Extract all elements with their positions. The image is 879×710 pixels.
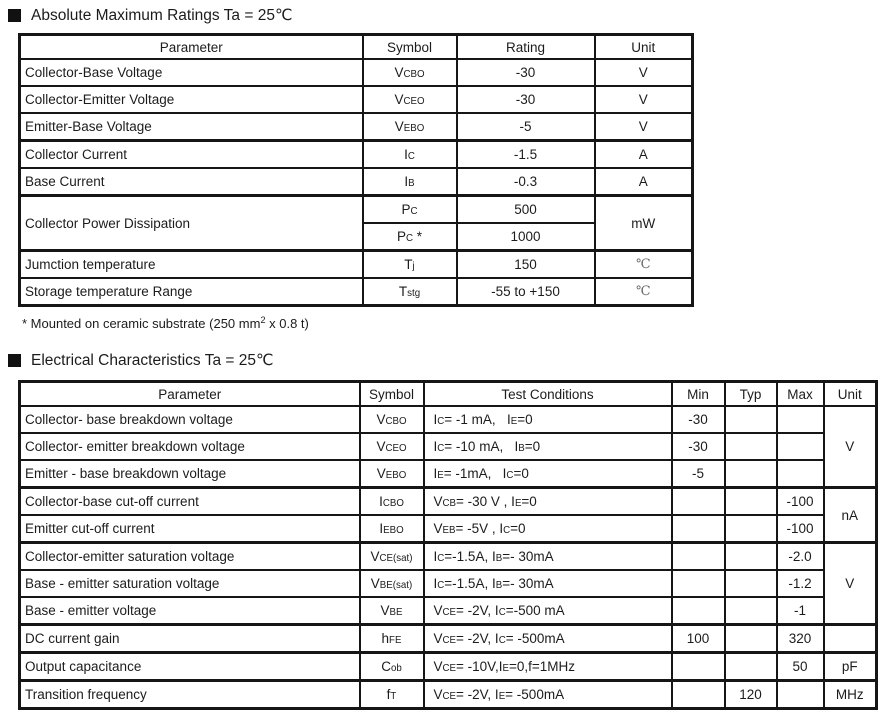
table-cell — [725, 488, 777, 516]
column-header: Parameter — [20, 382, 360, 407]
table-row — [20, 196, 693, 224]
table-row — [20, 653, 877, 681]
table-row — [20, 86, 693, 113]
table-row — [20, 681, 877, 709]
table-cell: Collector-Base Voltage — [20, 59, 363, 86]
table-cell: V — [595, 86, 693, 113]
table-cell: Base - emitter saturation voltage — [20, 570, 360, 597]
table-cell: 100 — [672, 625, 725, 653]
table-cell: ℃ — [595, 278, 693, 306]
table-row — [20, 278, 693, 306]
table-cell: A — [595, 141, 693, 169]
table-cell — [725, 597, 777, 625]
table-cell: V — [824, 543, 877, 625]
table-cell: V — [824, 406, 877, 488]
table-cell: 1000 — [457, 223, 595, 251]
table-cell: IC — [363, 141, 457, 169]
table-row — [20, 488, 877, 516]
table-cell: Tstg — [363, 278, 457, 306]
section-title-text: Electrical Characteristics Ta = 25℃ — [31, 351, 274, 369]
table-cell: fT — [360, 681, 424, 709]
table-cell: Collector Current — [20, 141, 363, 169]
table-cell — [777, 681, 824, 709]
table-cell — [672, 543, 725, 571]
table-cell: Tj — [363, 251, 457, 279]
electrical-characteristics-table — [18, 380, 878, 710]
table-cell: -30 — [457, 86, 595, 113]
table-cell: VCE= -2V, IC= -500mA — [424, 625, 672, 653]
table-row — [20, 251, 693, 279]
column-header: Unit — [595, 35, 693, 60]
table-cell: VCE= -2V, IC=-500 mA — [424, 597, 672, 625]
table-cell: 120 — [725, 681, 777, 709]
table-row — [20, 460, 877, 488]
table-cell — [672, 653, 725, 681]
table-cell: Collector- emitter breakdown voltage — [20, 433, 360, 460]
table-cell: IEBO — [360, 515, 424, 543]
table-cell — [725, 543, 777, 571]
table-cell — [725, 653, 777, 681]
table-cell — [725, 460, 777, 488]
header-row — [20, 382, 877, 407]
table-cell: -1 — [777, 597, 824, 625]
table-row — [20, 625, 877, 653]
table-cell: 50 — [777, 653, 824, 681]
table-cell: -30 — [672, 433, 725, 460]
table-cell — [777, 460, 824, 488]
table-row — [20, 433, 877, 460]
table-cell: -5 — [457, 113, 595, 141]
table-cell: pF — [824, 653, 877, 681]
column-header: Min — [672, 382, 725, 407]
column-header: Max — [777, 382, 824, 407]
table-cell: -100 — [777, 515, 824, 543]
table-row — [20, 141, 693, 169]
table-cell: VCB= -30 V , IE=0 — [424, 488, 672, 516]
table-cell — [725, 433, 777, 460]
table-cell: VCBO — [360, 406, 424, 433]
table-cell: Transition frequency — [20, 681, 360, 709]
table-cell: -30 — [457, 59, 595, 86]
table-cell: Collector- base breakdown voltage — [20, 406, 360, 433]
table-cell — [672, 597, 725, 625]
table-row — [20, 113, 693, 141]
table-cell: ICBO — [360, 488, 424, 516]
table-cell — [672, 515, 725, 543]
table-cell — [824, 625, 877, 653]
table-cell — [672, 488, 725, 516]
table-row — [20, 59, 693, 86]
table-cell: -100 — [777, 488, 824, 516]
table-cell: VCBO — [363, 59, 457, 86]
table-cell: -30 — [672, 406, 725, 433]
column-header: Unit — [824, 382, 877, 407]
table-cell: 150 — [457, 251, 595, 279]
column-header: Symbol — [360, 382, 424, 407]
column-header: Rating — [457, 35, 595, 60]
column-header: Test Conditions — [424, 382, 672, 407]
table-cell — [725, 406, 777, 433]
table-cell: VEBO — [360, 460, 424, 488]
table-cell: Emitter - base breakdown voltage — [20, 460, 360, 488]
table-cell: VCEO — [363, 86, 457, 113]
table-cell: Cob — [360, 653, 424, 681]
table-cell: -2.0 — [777, 543, 824, 571]
table-cell: 500 — [457, 196, 595, 224]
table-row — [20, 406, 877, 433]
table-cell: Emitter cut-off current — [20, 515, 360, 543]
table-cell: -5 — [672, 460, 725, 488]
table-cell — [725, 515, 777, 543]
column-header: Parameter — [20, 35, 363, 60]
table-cell: MHz — [824, 681, 877, 709]
table-row — [20, 168, 693, 196]
table-cell: IE= -1mA, IC=0 — [424, 460, 672, 488]
table-cell: Base - emitter voltage — [20, 597, 360, 625]
table-cell: VBE(sat) — [360, 570, 424, 597]
section-marker-icon — [8, 9, 21, 22]
table-cell: ℃ — [595, 251, 693, 279]
table-cell — [672, 681, 725, 709]
table-cell: -0.3 — [457, 168, 595, 196]
section-marker-icon — [8, 354, 21, 367]
column-header: Symbol — [363, 35, 457, 60]
table-row — [20, 570, 877, 597]
table-cell: VEB= -5V , IC=0 — [424, 515, 672, 543]
table-cell: 320 — [777, 625, 824, 653]
table-cell: VBE — [360, 597, 424, 625]
table-cell: Collector-base cut-off current — [20, 488, 360, 516]
table-cell: VEBO — [363, 113, 457, 141]
column-header: Typ — [725, 382, 777, 407]
table-cell: VCEO — [360, 433, 424, 460]
table-cell: V — [595, 59, 693, 86]
table-cell — [777, 406, 824, 433]
table-cell: IC=-1.5A, IB=- 30mA — [424, 543, 672, 571]
table-cell: mW — [595, 196, 693, 251]
table-cell: VCE= -10V,IE=0,f=1MHz — [424, 653, 672, 681]
table-cell: -1.5 — [457, 141, 595, 169]
table-cell: -55 to +150 — [457, 278, 595, 306]
table-cell: Collector-Emitter Voltage — [20, 86, 363, 113]
table-cell: IC= -1 mA, IE=0 — [424, 406, 672, 433]
table-cell: IC= -10 mA, IB=0 — [424, 433, 672, 460]
table-cell: -1.2 — [777, 570, 824, 597]
table-cell: V — [595, 113, 693, 141]
section-title-electrical-characteristics — [8, 350, 879, 370]
table-cell: Base Current — [20, 168, 363, 196]
absolute-maximum-ratings-table — [18, 33, 694, 307]
table-cell: VCE= -2V, IE= -500mA — [424, 681, 672, 709]
table-cell: A — [595, 168, 693, 196]
table-cell — [672, 570, 725, 597]
table-cell: PC — [363, 196, 457, 224]
table-cell: IC=-1.5A, IB=- 30mA — [424, 570, 672, 597]
footnote: * Mounted on ceramic substrate (250 $mm^2$ x 0.8 t) — [22, 315, 309, 331]
table-cell: Emitter-Base Voltage — [20, 113, 363, 141]
section-title-absolute-maximum-ratings — [8, 5, 879, 25]
table-cell — [777, 433, 824, 460]
table-row — [20, 515, 877, 543]
table-cell: Output capacitance — [20, 653, 360, 681]
table-cell: hFE — [360, 625, 424, 653]
header-row — [20, 35, 693, 60]
table-cell: Jumction temperature — [20, 251, 363, 279]
table-cell: nA — [824, 488, 877, 543]
table-cell: PC * — [363, 223, 457, 251]
table-cell: VCE(sat) — [360, 543, 424, 571]
table-cell: Collector Power Dissipation — [20, 196, 363, 251]
table-row — [20, 597, 877, 625]
table-cell: Collector-emitter saturation voltage — [20, 543, 360, 571]
table-cell — [725, 570, 777, 597]
table-cell: DC current gain — [20, 625, 360, 653]
table-cell: IB — [363, 168, 457, 196]
table-cell: Storage temperature Range — [20, 278, 363, 306]
section-title-text: Absolute Maximum Ratings Ta = 25℃ — [31, 6, 293, 24]
table-row — [20, 543, 877, 571]
table-cell — [725, 625, 777, 653]
